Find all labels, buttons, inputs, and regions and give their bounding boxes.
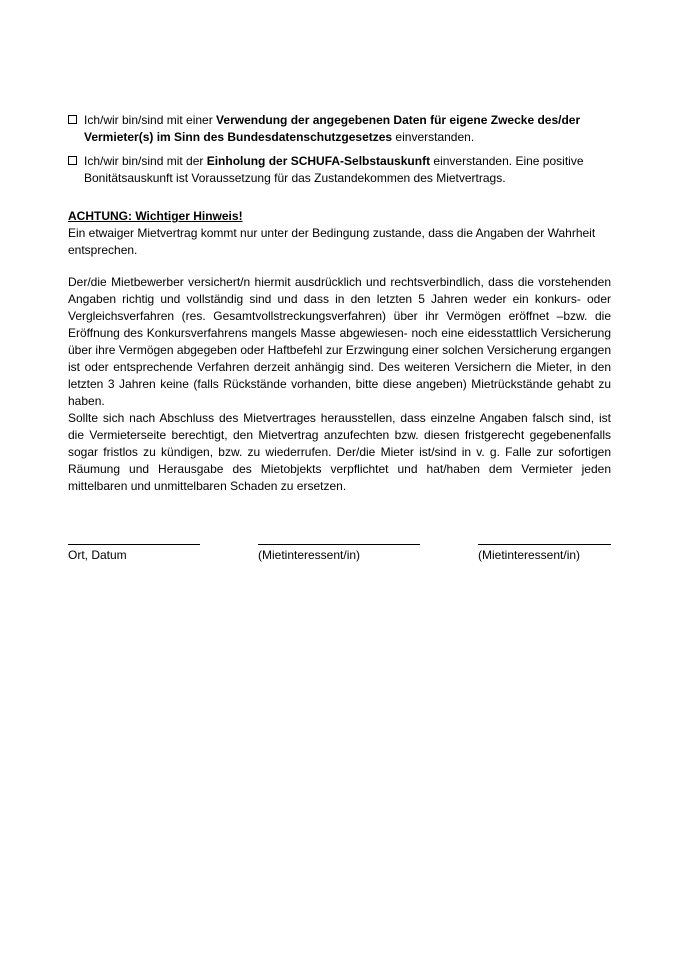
checkbox-item-schufa-consent — [68, 153, 611, 187]
signature-label-tenant-1: (Mietinteressent/in) — [258, 548, 361, 562]
checkbox-item-data-usage-consent — [68, 112, 611, 146]
checkbox-text-prefix: Ich/wir bin/sind mit einer — [84, 113, 217, 127]
signature-label-tenant-2: (Mietinteressent/in) — [478, 548, 581, 562]
legal-text-block — [68, 274, 611, 495]
signature-line-tenant-2[interactable] — [478, 533, 611, 545]
checkbox-text-suffix: einverstanden. Eine positive Bonitätsauskunft ist Voraussetzung für das Zustandekommen des Mietvertrags. — [84, 154, 584, 185]
schufa-consent-checkbox[interactable] — [68, 156, 77, 165]
legal-paragraph-consequences: Sollte sich nach Abschluss des Mietvertrages herausstellen, dass einzelne Angaben falsch sind, ist die Vermieterseite berechtigt, den Mietvertrag anzufechten bzw. diesen fristgerecht gegebenenfalls sogar fristlos zu kündigen, bzw. zu wiederrufen. Der/die Mieter ist/sind in v. g. Falle zur sofortigen Räumung und Herausgabe des Mietobjekts verpflichtet und hat/haben dem Vermieter jeden mittelbaren und unmittelbaren Schaden zu ersetzen. — [68, 411, 611, 493]
document-content — [68, 112, 611, 563]
signature-block-tenant-2 — [478, 533, 611, 563]
checkbox-text-bold: Einholung der SCHUFA-Selbstauskunft — [206, 154, 431, 168]
legal-paragraph-assurance: Der/die Mietbewerber versichert/n hiermit ausdrücklich und rechtsverbindlich, dass die vorstehenden Angaben richtig und vollständig sind und dass in den letzten 5 Jahren weder ein konkurs- oder Vergleichsverfahren (res. Gesamtvollstreckungsverfahren) über ihr Vermögen eröffnet –bzw. die Eröffnung des Konkursverfahrens mangels Masse abgewiesen- noch eine eidesstattlich Versicherung über ihre Vermögen abgegeben oder Haftbefehl zur Erzwingung einer solchen Versicherung ergangen ist oder entsprechende Verfahren derzeit anhängig sind. Des weiteren Versichern die Mieter, in den letzten 3 Jahren keine (falls Rückstände vorhanden, bitte diese angeben) Mietrückstände gehabt zu haben. — [68, 275, 611, 408]
signature-line-place-date[interactable] — [68, 533, 200, 545]
signature-row — [68, 533, 611, 563]
data-usage-consent-text — [84, 112, 611, 146]
signature-line-tenant-1[interactable] — [258, 533, 420, 545]
notice-heading: ACHTUNG: Wichtiger Hinweis! — [68, 209, 243, 223]
signature-block-place-date — [68, 533, 200, 563]
signature-label-place-date: Ort, Datum — [68, 548, 127, 562]
checkbox-text-bold: Verwendung der angegebenen Daten für eigene Zwecke des/der Vermieter(s) im Sinn des Bundesdatenschutzgesetzes — [84, 113, 581, 144]
checkbox-text-prefix: Ich/wir bin/sind mit der — [84, 154, 207, 168]
notice-condition-line: Ein etwaiger Mietvertrag kommt nur unter der Bedingung zustande, dass die Angaben der Wahrheit entsprechen. — [68, 226, 596, 257]
data-usage-consent-checkbox[interactable] — [68, 115, 77, 124]
checkbox-text-suffix: einverstanden. — [392, 130, 475, 144]
signature-block-tenant-1 — [258, 533, 420, 563]
schufa-consent-text — [84, 153, 611, 187]
